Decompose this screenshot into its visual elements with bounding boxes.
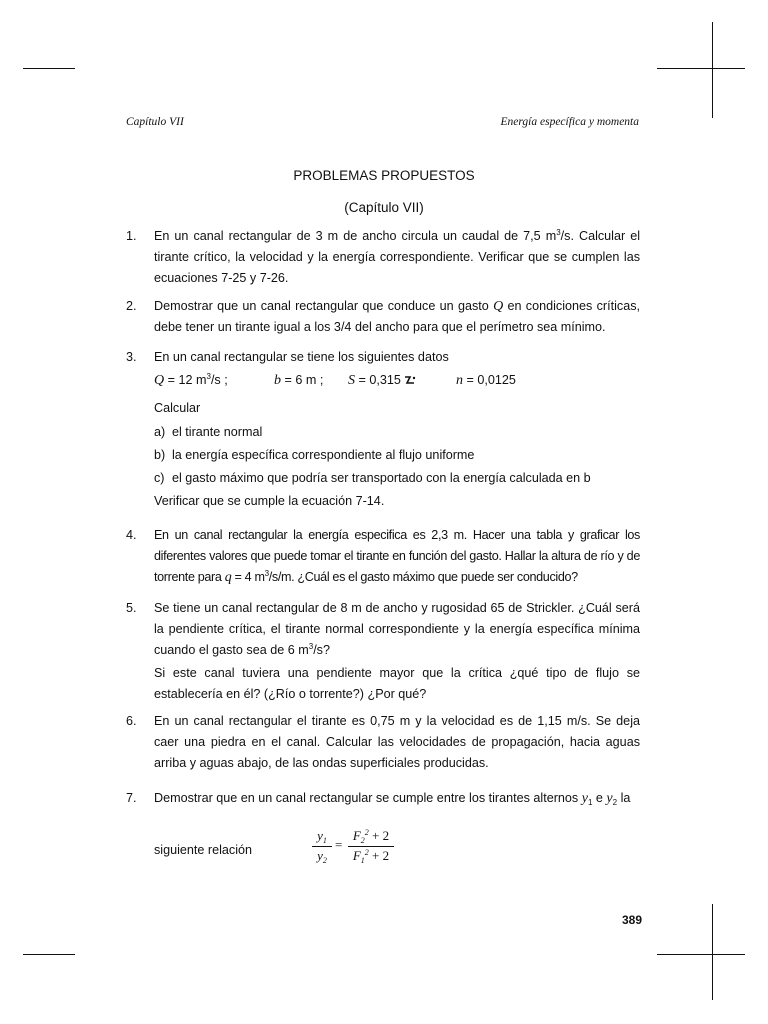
problem-text: En un canal rectangular de 3 m de ancho circula un caudal de 7,5 $m^3/s$. Calcular el tirante crítico, la velocidad y la energía correspondiente. Verificar que se cumplen las ecuaciones 7-25 y 7-26.: [154, 228, 640, 285]
problem-text: Demostrar que en un canal rectangular se cumple entre los tirantes alternos $y_1$ e $y_2$ la: [154, 791, 631, 807]
data-row: Q = 12 $m^3/s$ ; b = 6 m ; S = 0,315 n = 0,0125: [154, 372, 516, 388]
crop-mark: [712, 904, 713, 1000]
header-chapter: Capítulo VII: [126, 116, 184, 128]
problem-number: 2.: [126, 299, 137, 313]
problem-number: 7.: [126, 791, 137, 805]
problem-text: En un canal rectangular el tirante es 0,75 m y la velocidad es de 1,15 m/s. Se deja caer una piedra en el canal. Calcular las velocidades de propagación, hacia aguas arriba y aguas abajo, de las ondas superficiales producidas.: [154, 714, 640, 770]
problem-text: En un canal rectangular la energía especifica es 2,3 m. Hacer una tabla y graficar los diferentes valores que puede tomar el tirante en función del gasto. Hallar la altura de río y de torrente para q = 4 $m^3/s/m$. ¿Cuál es el gasto máximo que puede ser conducido?: [154, 528, 640, 585]
problem-number: 1.: [126, 229, 137, 243]
crop-mark: [712, 22, 713, 118]
problem-number: 6.: [126, 714, 137, 728]
sub-item-a: a) el tirante normal: [154, 425, 263, 439]
problem-text: Demostrar que un canal rectangular que conduce un gasto Q en condiciones críticas, debe tener un tirante igual a los 3/4 del ancho para que el perímetro sea mínimo.: [154, 299, 640, 334]
running-header: [126, 116, 639, 130]
header-topic: Energía específica y momenta: [500, 116, 639, 128]
problem-number: 4.: [126, 528, 137, 542]
relation-formula: $y_1$ $y_2$ = $F_2^2 + 2$ $F_1^2 + 2$: [312, 826, 394, 866]
problem-number: 3.: [126, 350, 137, 364]
problem-number: 5.: [126, 601, 137, 615]
page-subtitle: (Capítulo VII): [344, 200, 424, 215]
page-title: PROBLEMAS PROPUESTOS: [293, 168, 475, 183]
crop-mark: [657, 954, 745, 955]
sub-item-b: b) la energía específica correspondiente al flujo uniforme: [154, 448, 475, 462]
problem-text-2: siguiente relación: [154, 843, 253, 857]
crop-mark: [23, 954, 75, 955]
crop-mark: [23, 68, 75, 69]
page-number: 389: [621, 913, 642, 927]
verify-note: Verificar que se cumple la ecuación 7-14.: [154, 494, 385, 508]
problem-text: Se tiene un canal rectangular de 8 m de ancho y rugosidad 65 de Strickler. ¿Cuál será la pendiente crítica, el tirante normal correspondiente y la energía específica mínima cuando el gasto sea de 6 $m^3/s$?: [154, 601, 640, 657]
per-mille-glyph-icon: [404, 375, 416, 385]
sub-item-c: c) el gasto máximo que podría ser transportado con la energía calculada en b: [154, 471, 591, 485]
problem-intro: En un canal rectangular se tiene los siguientes datos: [154, 350, 449, 364]
calc-label: Calcular: [154, 401, 201, 415]
problem-text-2: Si este canal tuviera una pendiente mayor que la crítica ¿qué tipo de flujo se establecería en él? (¿Río o torrente?) ¿Por qué?: [154, 666, 640, 701]
crop-mark: [657, 68, 745, 69]
